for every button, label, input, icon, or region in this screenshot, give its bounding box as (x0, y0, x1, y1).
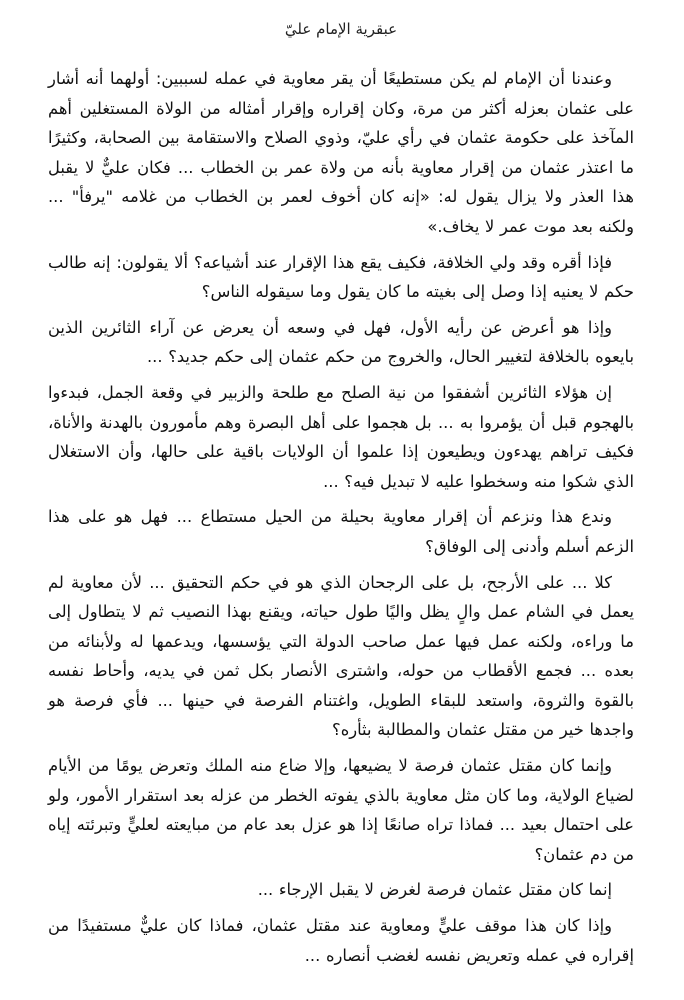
paragraph: وإذا هو أعرض عن رأيه الأول، فهل في وسعه أن يعرض عن آراء الثائرين الذين بايعوه بالخلافة لتغيير الحال، والخروج من حكم عثمان إلى حكم جديد؟ ... (48, 317, 634, 367)
running-header: عبقرية الإمام عليّ (284, 20, 398, 38)
paragraph: إنما كان مقتل عثمان فرصة لغرض لا يقبل الإرجاء ... (257, 880, 612, 900)
body-text (48, 64, 634, 970)
paragraph: إن هؤلاء الثائرين أشفقوا من نية الصلح مع طلحة والزبير في وقعة الجمل، فبدءوا بالهجوم قبل أن يؤمروا به ... بل هجموا على أهل البصرة وهم مأمورون بالهدنة والأناة، فكيف تراهم يهدءون ويطيعون إذا علموا أن الولايات باقية على حالها، وأن الاستغلال الذي شكوا منه وسخطوا عليه لا تبديل فيه؟ ... (48, 382, 634, 491)
paragraph: وإنما كان مقتل عثمان فرصة لا يضيعها، وإلا ضاع منه الملك وتعرض يومًا من الأيام لضياع الولاية، وما كان مثل معاوية بالذي يفوته الخطر من عزله بعد استقرار الأمور، ولو على احتمال بعيد ... فماذا تراه صانعًا إذا هو عزل بعد عام من مبايعته لعليٍّ وتبرئته إياه من دم عثمان؟ (48, 756, 634, 864)
paragraph: وإذا كان هذا موقف عليٍّ ومعاوية عند مقتل عثمان، فماذا كان عليٌّ مستفيدًا من إقراره في عمله وتعريض نفسه لغضب أنصاره ... (48, 916, 634, 965)
paragraph: وندع هذا ونزعم أن إقرار معاوية بحيلة من الحيل مستطاع ... فهل هو على هذا الزعم أسلم وأدنى إلى الوفاق؟ (48, 507, 634, 556)
paragraph: فإذا أقره وقد ولي الخلافة، فكيف يقع هذا الإقرار عند أشياعه؟ ألا يقولون: إنه طالب حكم لا يعنيه إذا وصل إلى بغيته ما كان يقول وما سيقوله الناس؟ (48, 252, 634, 302)
paragraph: وعندنا أن الإمام لم يكن مستطيعًا أن يقر معاوية في عمله لسببين: أولهما أنه أشار على عثمان بعزله أكثر من مرة، وكان إقراره وإقرار أمثاله من الولاة المستغلين أهم المآخذ على حكومة عثمان في رأي عليّ، وذوي الصلاح والاستقامة بين الصحابة، وكثيرًا ما اعتذر عثمان من إقرار معاوية بأنه من ولاة عمر بن الخطاب ... فكان عليٌّ لا يقبل هذا العذر ولا يزال يقول له: «إنه كان أخوف لعمر بن الخطاب من غلامه "يرفأ" ... ولكنه بعد موت عمر لا يخاف.» (48, 69, 634, 236)
paragraph: كلا ... على الأرجح، بل على الرجحان الذي هو في حكم التحقيق ... لأن معاوية لم يعمل في الشام عمل والٍ يظل واليًا طول حياته، ويقنع بهذا النصيب ثم لا يتطاول إلى ما وراءه، ولكنه عمل فيها عمل صاحب الدولة التي يؤسسها، ويدعمها له ولأبنائه من بعده ... فجمع الأقطاب من حوله، واشترى الأنصار بكل ثمن في يديه، وأحاط نفسه بالقوة والثروة، واستعد للبقاء الطويل، واغتنام الفرصة في حينها ... فأي فرصة هو واجدها خير من مقتل عثمان والمطالبة بثأره؟ (48, 572, 634, 740)
